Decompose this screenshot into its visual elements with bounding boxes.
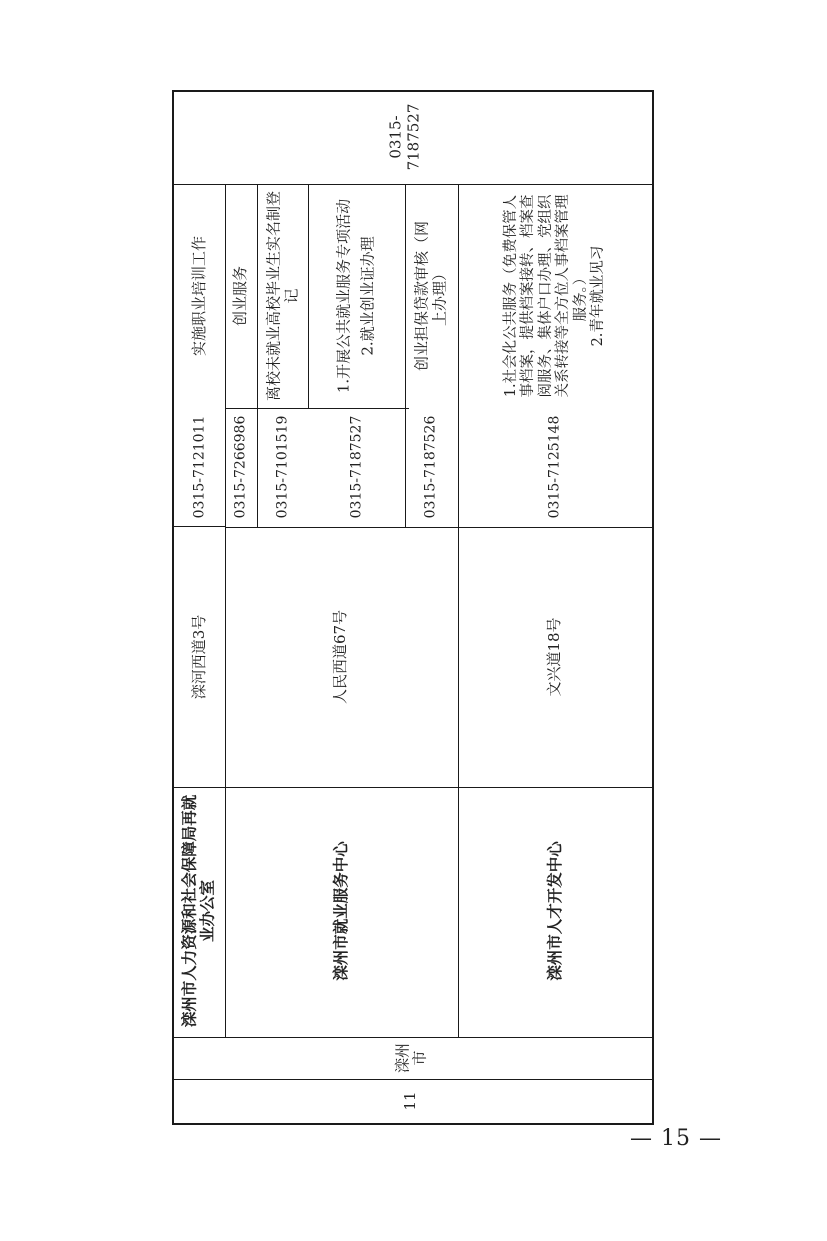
- divider-service-phone: [225, 408, 409, 409]
- page-number: — 15 —: [630, 1126, 722, 1151]
- col-line-bureau: [225, 184, 226, 1037]
- ec-row4-phone: 0315-7187526: [422, 415, 439, 519]
- table-border-top: [172, 90, 654, 92]
- ec-row3-phone: 0315-7187527: [348, 415, 365, 519]
- ec-row2-service: 离校未就业高校毕业生实名制登记: [264, 191, 300, 402]
- bureau-address: 滦河西道3号: [190, 614, 209, 700]
- bureau-service: 实施职业培训工作: [190, 235, 209, 357]
- table-border-right: [652, 90, 654, 1125]
- ec-row3-service-line2: 2.就业创业证办理: [358, 236, 376, 356]
- ec-address: 人民西道67号: [331, 609, 350, 705]
- divider-city-row: [172, 1037, 654, 1038]
- tc-service-line1: 1.社会化公共服务（免费保管人事档案，提供档案接转、档案查阅服务、集体户口办理、党组织关系转接等全方位人事档案管理服务。）: [502, 194, 589, 398]
- col-line-center-a: [257, 184, 258, 527]
- ec-name: 滦州市就业服务中心: [331, 841, 350, 981]
- divider-phone-addr-a: [172, 526, 225, 527]
- divider-phone-addr-b: [225, 527, 652, 528]
- tc-name: 滦州市人才开发中心: [545, 841, 564, 981]
- row-index: 11: [401, 1091, 420, 1111]
- city-name: 滦州市: [393, 1043, 428, 1074]
- tc-phone: 0315-7125148: [546, 415, 563, 519]
- tc-service-wrap: [503, 190, 607, 402]
- ec-row2-phone: 0315-7101519: [274, 415, 291, 519]
- divider-addr-unit: [172, 787, 652, 788]
- bureau-phone: 0315-7121011: [191, 415, 208, 519]
- tc-service-line2: 2.青年就业见习: [589, 245, 606, 347]
- col-line-center-b: [308, 184, 309, 408]
- ec-row4-service: 创业担保贷款审核（网上办理）: [412, 220, 448, 371]
- phone-top: 0315-7187527: [386, 103, 422, 171]
- ec-row3-service-wrap: [335, 189, 376, 404]
- ec-row1-service: 创业服务: [231, 265, 250, 327]
- col-line-center-c: [405, 184, 406, 527]
- ec-row1-phone: 0315-7266986: [232, 415, 249, 519]
- tc-address: 文兴道18号: [545, 617, 564, 697]
- bureau-name: 滦州市人力资源和社会保障局再就业办公室: [180, 794, 217, 1028]
- table-border-left: [172, 90, 174, 1125]
- table-border-bottom: [172, 1123, 654, 1125]
- divider-phone-row: [172, 184, 654, 185]
- divider-index-row: [172, 1079, 654, 1080]
- ec-row3-service-line1: 1.开展公共就业服务专项活动: [334, 198, 353, 394]
- col-line-talent: [458, 184, 459, 1037]
